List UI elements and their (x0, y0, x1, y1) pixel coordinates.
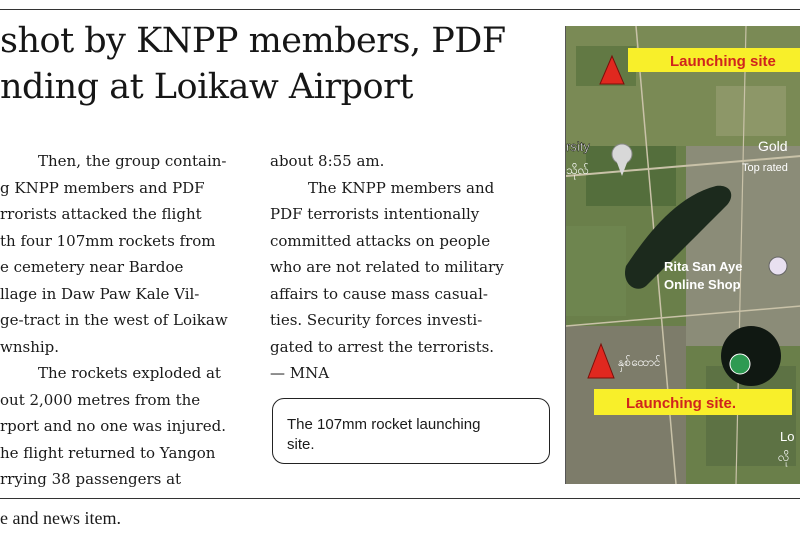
article-line: out 2,000 metres from the (0, 390, 201, 409)
headline (0, 18, 560, 110)
article-line: wnship. (0, 337, 60, 356)
article-line: — MNA (270, 364, 330, 382)
article-column-2 (270, 148, 545, 387)
article-line: rport and no one was injured. (0, 417, 226, 435)
footer-caption: e and news item. (0, 508, 121, 528)
article-line: ties. Security forces investi- (270, 311, 483, 329)
article-line: e cemetery near Bardoe (0, 258, 184, 276)
place-label-rita-2: Online Shop (664, 277, 741, 292)
map-image (566, 26, 800, 484)
article-line: th four 107mm rockets from (0, 231, 216, 250)
map-pin-shop-icon (769, 257, 787, 275)
article-line: PDF terrorists intentionally (270, 205, 480, 223)
map-pond (721, 326, 781, 386)
article-line: llage in Daw Paw Kale Vil- (0, 284, 200, 303)
photo-caption (272, 398, 550, 464)
article-line: affairs to cause mass casual- (270, 284, 488, 303)
place-label-lo: Lo (780, 429, 795, 444)
caption-line-2: site. (287, 436, 315, 453)
article-line: who are not related to military (270, 258, 504, 276)
article-line: Then, the group contain- (38, 152, 227, 170)
article-line: about 8:55 am. (270, 152, 385, 170)
place-label-lo-my: လို (778, 450, 790, 464)
place-label-rsity-my: သိုလ် (566, 163, 589, 177)
map-pin-place-icon (730, 354, 750, 374)
article-line: gated to arrest the terrorists. (270, 337, 495, 356)
article-line: rrying 38 passengers at (0, 470, 182, 488)
launching-site-text-top: Launching site (670, 53, 776, 70)
article-line: rrorists attacked the flight (0, 205, 202, 223)
map-field (566, 226, 626, 316)
article-line: g KNPP members and PDF (0, 178, 205, 197)
article-line: The rockets exploded at (38, 364, 221, 382)
article-line: The KNPP members and (308, 178, 495, 197)
article-line: ge-tract in the west of Loikaw (0, 311, 228, 329)
place-label-village-my: နှစ်ထောင် (618, 355, 661, 369)
place-label-rita-1: Rita San Aye (664, 259, 743, 274)
place-label-gold: Gold (758, 138, 788, 154)
satellite-map (565, 26, 800, 484)
caption-line-1: The 107mm rocket launching (287, 416, 481, 433)
headline-line-2: nding at Loikaw Airport (0, 67, 413, 107)
article-line: he flight returned to Yangon (0, 443, 216, 462)
launching-site-text-bottom: Launching site. (626, 395, 737, 412)
place-label-top-rated: Top rated (742, 162, 788, 174)
article-line: committed attacks on people (270, 231, 491, 250)
map-field (716, 86, 786, 136)
headline-line-1: shot by KNPP members, PDF (0, 21, 506, 61)
article-column-1 (0, 148, 250, 493)
place-label-rsity: rsity (566, 139, 590, 154)
